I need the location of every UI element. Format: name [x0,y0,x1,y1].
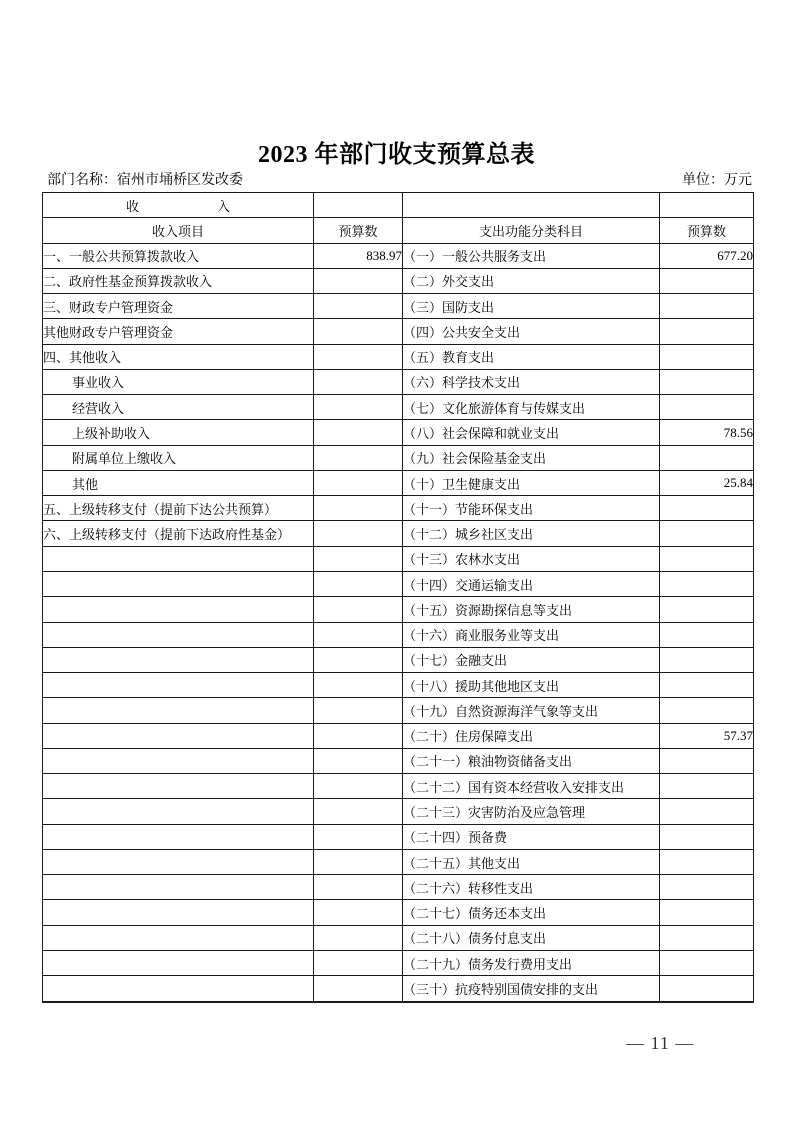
table-row [43,546,754,571]
income-budget-cell [314,521,403,546]
table-row [43,369,754,394]
table-row [43,824,754,849]
income-item-cell [43,1001,314,1003]
income-budget-cell [314,546,403,571]
income-budget-cell [314,900,403,925]
income-budget-cell [314,925,403,950]
income-item-cell [43,875,314,900]
table-row [43,571,754,596]
unit-label: 单位：万元 [682,173,752,188]
expense-item-cell: （七）文化旅游体育与传媒支出 [403,395,660,420]
table-row [43,748,754,773]
income-budget-cell [314,496,403,521]
income-budget-cell [314,294,403,319]
department-name-label: 部门名称：宿州市埇桥区发改委 [47,173,243,188]
income-budget-cell [314,369,403,394]
income-item-cell [43,799,314,824]
table-row [43,294,754,319]
expense-item-cell: （六）科学技术支出 [403,369,660,394]
income-budget-cell [314,622,403,647]
meta-row [42,169,753,189]
expense-item-cell: （十一）节能环保支出 [403,496,660,521]
table-row [43,647,754,672]
income-item-cell: 事业收入 [43,369,314,394]
expense-budget-cell [660,369,754,394]
income-item-cell [43,900,314,925]
expense-budget-cell: 677.20 [660,243,754,268]
income-budget-cell [314,268,403,293]
table-row [43,723,754,748]
income-section-header: 收 入 [43,193,314,218]
expense-item-cell: （二十八）债务付息支出 [403,925,660,950]
expense-item-cell: （十三）农林水支出 [403,546,660,571]
table-row [43,445,754,470]
expense-item-cell: （五）教育支出 [403,344,660,369]
expense-budget-cell: 57.37 [660,723,754,748]
expense-item-cell [403,1001,660,1003]
income-item-cell [43,571,314,596]
empty-header-cell [314,193,403,218]
expense-budget-cell [660,976,754,1001]
income-item-cell [43,824,314,849]
income-item-cell [43,950,314,975]
expense-item-cell: （九）社会保险基金支出 [403,445,660,470]
col-header-expense-item: 支出功能分类科目 [403,218,660,243]
income-budget-cell [314,774,403,799]
expense-budget-cell [660,647,754,672]
table-body [43,193,754,1003]
income-budget-cell [314,849,403,874]
expense-item-cell: （二十六）转移性支出 [403,875,660,900]
expense-budget-cell [660,496,754,521]
expense-item-cell: （十七）金融支出 [403,647,660,672]
income-item-cell [43,546,314,571]
col-header-expense-budget: 预算数 [660,218,754,243]
expense-item-cell: （十八）援助其他地区支出 [403,673,660,698]
table-row [43,900,754,925]
table-row [43,597,754,622]
expense-budget-cell [660,1001,754,1003]
income-budget-cell [314,647,403,672]
table-row [43,420,754,445]
income-item-cell: 五、上级转移支付（提前下达公共预算） [43,496,314,521]
income-item-cell [43,748,314,773]
expense-budget-cell [660,571,754,596]
income-item-cell [43,647,314,672]
expense-item-cell: （十五）资源勘探信息等支出 [403,597,660,622]
expense-budget-cell [660,622,754,647]
budget-summary-table [42,192,754,1003]
income-item-cell: 三、财政专户管理资金 [43,294,314,319]
income-item-cell: 经营收入 [43,395,314,420]
expense-budget-cell: 25.84 [660,470,754,495]
income-item-cell: 二、政府性基金预算拨款收入 [43,268,314,293]
table-row [43,395,754,420]
expense-item-cell: （三）国防支出 [403,294,660,319]
income-budget-cell [314,723,403,748]
expense-item-cell: （三十）抗疫特别国债安排的支出 [403,976,660,1001]
income-budget-cell [314,470,403,495]
expense-budget-cell [660,445,754,470]
expense-item-cell: （四）公共安全支出 [403,319,660,344]
table-row [43,243,754,268]
income-budget-cell [314,875,403,900]
income-budget-cell [314,445,403,470]
table-row [43,521,754,546]
table-row [43,319,754,344]
income-budget-cell [314,698,403,723]
expense-budget-cell [660,344,754,369]
income-item-cell [43,774,314,799]
expense-item-cell: （二十七）债务还本支出 [403,900,660,925]
section-header-row [43,193,754,218]
col-header-income-item: 收入项目 [43,218,314,243]
income-item-cell [43,849,314,874]
table-row [43,470,754,495]
expense-item-cell: （二）外交支出 [403,268,660,293]
income-budget-cell [314,748,403,773]
table-row [43,622,754,647]
expense-budget-cell [660,849,754,874]
table-row [43,925,754,950]
expense-budget-cell [660,950,754,975]
expense-budget-cell [660,698,754,723]
income-item-cell: 上级补助收入 [43,420,314,445]
income-item-cell: 其他财政专户管理资金 [43,319,314,344]
income-item-cell: 其他 [43,470,314,495]
expense-item-cell: （十九）自然资源海洋气象等支出 [403,698,660,723]
income-item-cell: 四、其他收入 [43,344,314,369]
income-item-cell: 一、一般公共预算拨款收入 [43,243,314,268]
table-row [43,496,754,521]
income-item-cell [43,698,314,723]
page-number: — 11 — [626,1033,695,1053]
expense-budget-cell: 78.56 [660,420,754,445]
income-item-cell [43,597,314,622]
page-title: 2023 年部门收支预算总表 [258,142,535,168]
expense-budget-cell [660,824,754,849]
expense-item-cell: （十二）城乡社区支出 [403,521,660,546]
income-budget-cell [314,673,403,698]
expense-budget-cell [660,774,754,799]
expense-item-cell: （二十一）粮油物资储备支出 [403,748,660,773]
expense-item-cell: （二十）住房保障支出 [403,723,660,748]
expense-item-cell: （二十九）债务发行费用支出 [403,950,660,975]
table-row [43,774,754,799]
expense-item-cell: （十四）交通运输支出 [403,571,660,596]
income-item-cell [43,673,314,698]
table-row [43,673,754,698]
expense-budget-cell [660,395,754,420]
table-row [43,875,754,900]
empty-header-cell [660,193,754,218]
income-budget-cell [314,950,403,975]
expense-item-cell: （二十三）灾害防治及应急管理 [403,799,660,824]
income-budget-cell: 838.97 [314,243,403,268]
expense-item-cell: （一）一般公共服务支出 [403,243,660,268]
table-row [43,976,754,1001]
income-item-cell: 六、上级转移支付（提前下达政府性基金） [43,521,314,546]
table-row [43,344,754,369]
income-item-cell [43,622,314,647]
expense-item-cell: （十）卫生健康支出 [403,470,660,495]
expense-budget-cell [660,546,754,571]
income-budget-cell [314,824,403,849]
income-item-cell [43,723,314,748]
expense-item-cell: （二十五）其他支出 [403,849,660,874]
table-row [43,698,754,723]
income-budget-cell [314,420,403,445]
expense-budget-cell [660,748,754,773]
expense-budget-cell [660,521,754,546]
income-budget-cell [314,597,403,622]
col-header-income-budget: 预算数 [314,218,403,243]
income-item-cell: 附属单位上缴收入 [43,445,314,470]
table-row [43,268,754,293]
expense-budget-cell [660,925,754,950]
income-budget-cell [314,799,403,824]
income-budget-cell [314,319,403,344]
income-budget-cell [314,395,403,420]
expense-budget-cell [660,294,754,319]
table-row [43,950,754,975]
expense-item-cell: （二十四）预备费 [403,824,660,849]
expense-budget-cell [660,799,754,824]
income-item-cell [43,925,314,950]
expense-item-cell: （二十二）国有资本经营收入安排支出 [403,774,660,799]
column-header-row [43,218,754,243]
expense-item-cell: （十六）商业服务业等支出 [403,622,660,647]
table-row [43,799,754,824]
income-item-cell [43,976,314,1001]
income-budget-cell [314,571,403,596]
expense-budget-cell [660,673,754,698]
expense-section-header-cell [403,193,660,218]
income-budget-cell [314,976,403,1001]
expense-budget-cell [660,268,754,293]
expense-budget-cell [660,875,754,900]
expense-budget-cell [660,319,754,344]
expense-item-cell: （八）社会保障和就业支出 [403,420,660,445]
expense-budget-cell [660,597,754,622]
table-row [43,1001,754,1003]
table-row [43,849,754,874]
expense-budget-cell [660,900,754,925]
income-budget-cell [314,344,403,369]
income-budget-cell [314,1001,403,1003]
